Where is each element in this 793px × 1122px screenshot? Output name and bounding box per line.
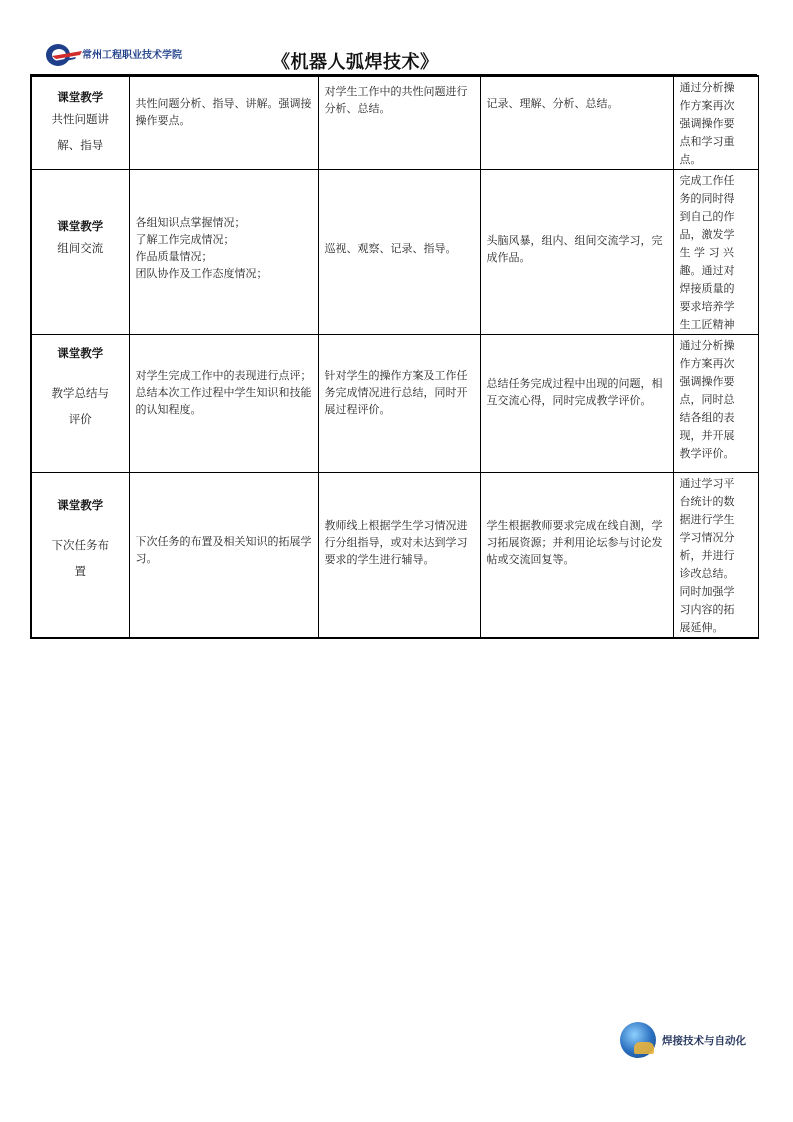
teacher-activity-cell [318, 170, 480, 335]
footer-brand [620, 1022, 770, 1060]
table-row [31, 335, 758, 473]
student-activity-cell [480, 473, 673, 639]
school-logo [44, 40, 194, 70]
content-text: 下次任务的布置及相关知识的拓展学习。 [135, 535, 312, 565]
stage-heading: 课堂教学 [57, 346, 104, 360]
design-intent-text: 通过学习平 台统计的数 据进行学生 学习情况分 析，并进行 诊改总结。 同时加强学 习内容的拓 展延伸。 [679, 477, 735, 634]
teacher-activity-cell [318, 76, 480, 170]
stage-cell [31, 335, 129, 473]
school-name: 常州工程职业技术学院 [82, 50, 182, 61]
teacher-activity-text: 对学生工作中的共性问题进行分析、总结。 [324, 85, 468, 115]
student-activity-cell [480, 335, 673, 473]
teacher-activity-text: 针对学生的操作方案及工作任务完成情况进行总结，同时开展过程评价。 [324, 369, 468, 416]
stage-cell [31, 76, 129, 170]
student-activity-text: 记录、理解、分析、总结。 [486, 97, 619, 110]
design-intent-cell [673, 76, 758, 170]
school-emblem-icon [44, 40, 84, 70]
stage-name: 组间交流 [57, 241, 104, 255]
welding-brand-icon [620, 1022, 656, 1058]
design-intent-text: 完成工作任 务的同时得 到自己的作 品，激发学 生 学 习 兴 趣。通过对 焊接质量的 要求培养学 生工匠精神 [679, 174, 735, 331]
stage-heading: 课堂教学 [57, 219, 104, 233]
student-activity-cell [480, 76, 673, 170]
content-cell [129, 170, 318, 335]
content-cell [129, 76, 318, 170]
design-intent-cell [673, 473, 758, 639]
student-activity-cell [480, 170, 673, 335]
content-cell [129, 335, 318, 473]
document-title: 《机器人弧焊技术》 [272, 52, 439, 73]
design-intent-cell [673, 335, 758, 473]
teacher-activity-text: 巡视、观察、记录、指导。 [324, 242, 457, 255]
content-text: 对学生完成工作中的表现进行点评；总结本次工作过程中学生知识和技能的认知程度。 [135, 369, 312, 416]
content-text: 共性问题分析、指导、讲解。强调接操作要点。 [135, 97, 312, 127]
stage-cell [31, 473, 129, 639]
design-intent-cell [673, 170, 758, 335]
stage-name: 下次任务布 置 [51, 538, 109, 578]
stage-heading: 课堂教学 [57, 90, 104, 104]
stage-cell [31, 170, 129, 335]
lesson-plan-table [30, 75, 759, 639]
table-row [31, 473, 758, 639]
table-row [31, 76, 758, 170]
student-activity-text: 总结任务完成过程中出现的问题，相互交流心得，同时完成教学评价。 [486, 377, 663, 407]
table-row [31, 170, 758, 335]
stage-heading: 课堂教学 [57, 498, 104, 512]
content-cell [129, 473, 318, 639]
stage-name: 教学总结与 评价 [51, 386, 109, 426]
content-text: 各组知识点掌握情况； 了解工作完成情况； 作品质量情况； 团队协作及工作态度情况； [135, 216, 268, 280]
footer-brand-text: 焊接技术与自动化 [662, 1035, 746, 1047]
teacher-activity-text: 教师线上根据学生学习情况进行分组指导，或对未达到学习要求的学生进行辅导。 [324, 519, 468, 566]
design-intent-text: 通过分析操 作方案再次 强调操作要 点和学习重 点。 [679, 81, 735, 166]
teacher-activity-cell [318, 335, 480, 473]
student-activity-text: 头脑风暴，组内、组间交流学习，完成作品。 [486, 234, 663, 264]
student-activity-text: 学生根据教师要求完成在线自测，学习拓展资源；并利用论坛参与讨论发帖或交流回复等。 [486, 519, 663, 566]
teacher-activity-cell [318, 473, 480, 639]
design-intent-text: 通过分析操 作方案再次 强调操作要 点，同时总 结各组的表 现，并开展 教学评价。 [679, 339, 735, 460]
stage-name: 共性问题讲 解、指导 [51, 112, 109, 152]
